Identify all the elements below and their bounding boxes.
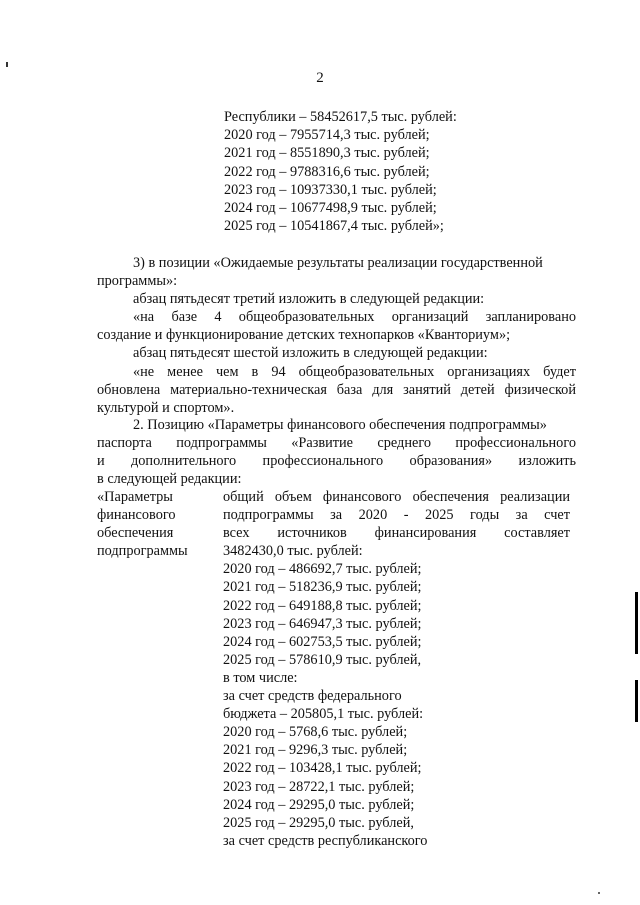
paragraph-line: 2. Позицию «Параметры финансового обеспечения подпрограммы» — [133, 417, 547, 433]
item-3-section — [97, 254, 576, 417]
value-line: 2023 год – 28722,1 тыс. рублей; — [223, 778, 415, 795]
value-line: подпрограммы за 2020 - 2025 годы за счет — [223, 507, 570, 524]
value-line: бюджета – 205805,1 тыс. рублей: — [223, 706, 424, 723]
paragraph-line: создание и функционирование детских технопарков «Кванториум»; — [97, 327, 511, 344]
value-line: 2020 год – 5768,6 тыс. рублей; — [223, 724, 408, 741]
list-line: 2024 год – 10677498,9 тыс. рублей; — [224, 200, 437, 217]
scan-mark — [6, 62, 8, 67]
scan-edge-mark — [635, 680, 638, 722]
label-line: обеспечения — [97, 525, 174, 542]
value-line: 2024 год – 29295,0 тыс. рублей; — [223, 796, 415, 813]
paragraph-line: паспорта подпрограммы «Развитие среднего профессионального — [97, 435, 576, 452]
label-line: финансового — [97, 507, 176, 524]
value-line: 2025 год – 29295,0 тыс. рублей, — [223, 814, 414, 831]
value-line: за счет средств республиканского — [223, 832, 428, 849]
list-line: 2023 год – 10937330,1 тыс. рублей; — [224, 181, 437, 198]
label-line: подпрограммы — [97, 543, 188, 560]
paragraph-line: абзац пятьдесят третий изложить в следующей редакции: — [133, 291, 485, 308]
value-line: за счет средств федерального — [223, 688, 402, 705]
list-line: 2021 год – 8551890,3 тыс. рублей; — [224, 145, 430, 162]
funding-list-top — [224, 108, 457, 235]
paragraph-line: и дополнительного профессионального образования» изложить — [97, 453, 576, 470]
list-line: 2022 год – 9788316,6 тыс. рублей; — [224, 163, 430, 180]
paragraph-line: обновлена материально-техническая база для занятий детей физической — [97, 381, 576, 398]
value-line: общий объем финансового обеспечения реализации — [223, 489, 570, 505]
paragraph-line: программы»: — [97, 273, 178, 290]
value-line: в том числе: — [223, 669, 298, 686]
paragraph-line: культурой и спортом». — [97, 399, 235, 416]
list-line: Республики – 58452617,5 тыс. рублей: — [224, 109, 457, 125]
paragraph-line: «не менее чем в 94 общеобразовательных организациях будет — [133, 363, 576, 380]
paragraph-line: абзац пятьдесят шестой изложить в следующей редакции: — [133, 345, 488, 362]
value-line: 2025 год – 578610,9 тыс. рублей, — [223, 651, 422, 668]
value-line: 2021 год – 518236,9 тыс. рублей; — [223, 579, 422, 596]
item-2-section — [97, 416, 576, 488]
paragraph-line: в следующей редакции: — [97, 471, 242, 488]
scan-dot — [598, 892, 600, 894]
value-line: 2021 год – 9296,3 тыс. рублей; — [223, 742, 408, 759]
value-line: 2023 год – 646947,3 тыс. рублей; — [223, 615, 422, 632]
label-line: «Параметры — [97, 489, 173, 505]
value-line: 2022 год – 103428,1 тыс. рублей; — [223, 760, 422, 777]
value-line: всех источников финансирования составляет — [223, 525, 570, 542]
paragraph-line: 3) в позиции «Ожидаемые результаты реализации государственной — [133, 255, 543, 271]
paragraph-line: «на базе 4 общеобразовательных организаций запланировано — [133, 309, 576, 326]
list-line: 2025 год – 10541867,4 тыс. рублей»; — [224, 218, 444, 235]
table-label-cell — [97, 488, 217, 560]
page-number: 2 — [316, 70, 324, 86]
value-line: 3482430,0 тыс. рублей: — [223, 543, 363, 560]
scan-edge-mark — [635, 592, 638, 654]
value-line: 2020 год – 486692,7 тыс. рублей; — [223, 561, 422, 578]
value-line: 2022 год – 649188,8 тыс. рублей; — [223, 597, 422, 614]
list-line: 2020 год – 7955714,3 тыс. рублей; — [224, 127, 430, 144]
value-line: 2024 год – 602753,5 тыс. рублей; — [223, 633, 422, 650]
table-value-cell — [223, 488, 570, 850]
